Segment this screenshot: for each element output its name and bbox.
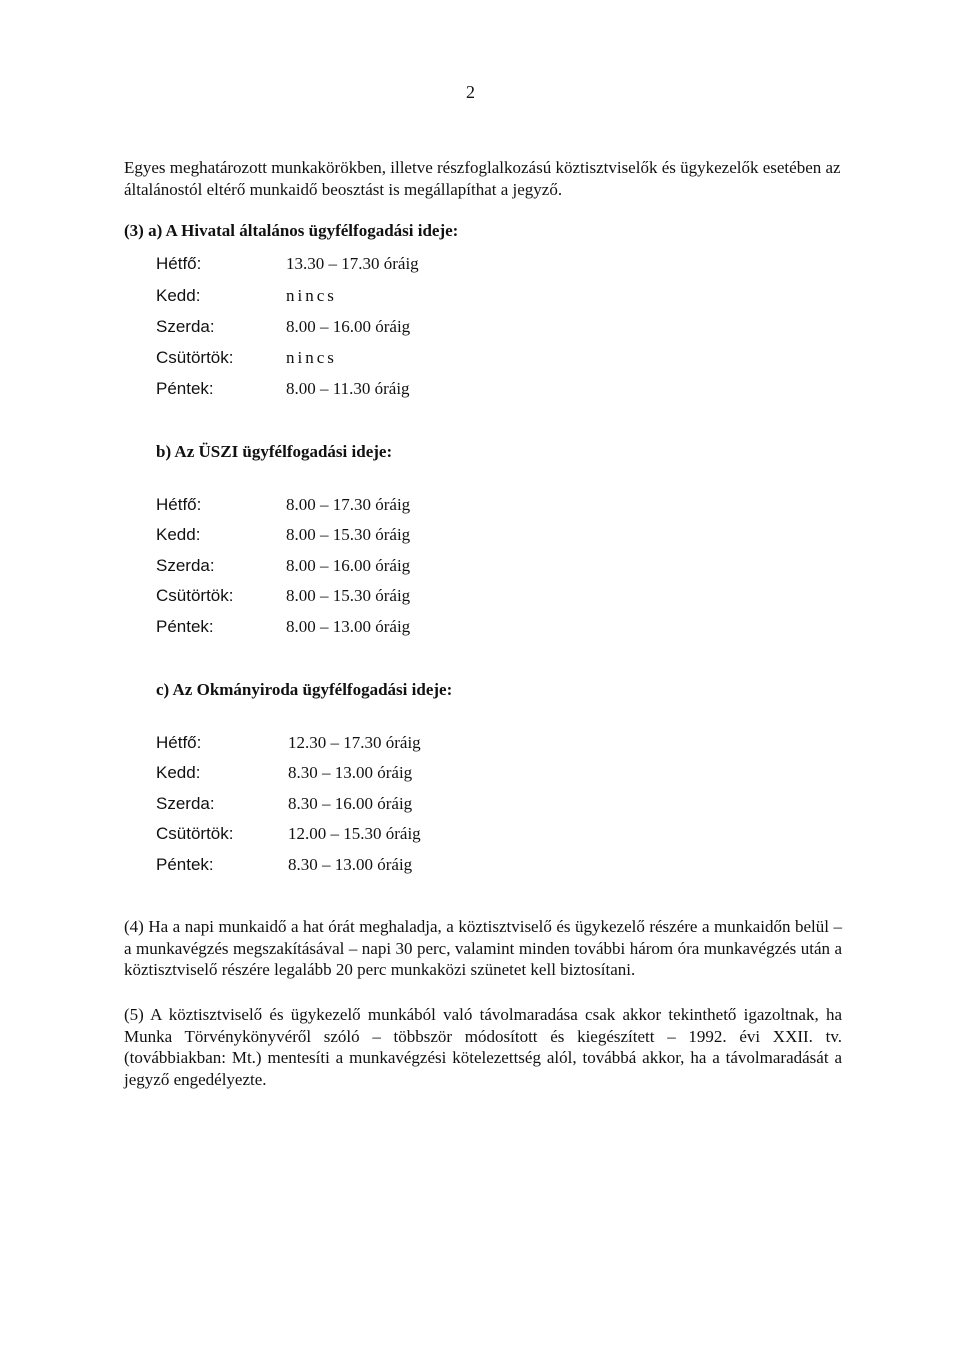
schedule-day: Hétfő: [156,495,202,514]
schedule-day: Kedd: [156,763,201,782]
schedule-time: 8.30 – 13.00 óráig [288,763,413,782]
schedule-time: 12.30 – 17.30 óráig [288,733,421,752]
schedule-day: Péntek: [156,379,214,398]
schedule-time: 13.30 – 17.30 óráig [286,254,419,273]
schedule-time: 8.00 – 11.30 óráig [286,379,410,398]
schedule-day: Csütörtök: [156,824,234,843]
schedule-day: Péntek: [156,855,214,874]
section-c-heading: c) Az Okmányiroda ügyfélfogadási ideje: [156,680,453,699]
section-b-heading: b) Az ÜSZI ügyfélfogadási ideje: [156,442,393,461]
section-a-heading: (3) a) A Hivatal általános ügyfélfogadási ideje: [124,221,459,240]
schedule-day: Szerda: [156,317,215,336]
schedule-time: 8.00 – 17.30 óráig [286,495,411,514]
schedule-time: 8.00 – 15.30 óráig [286,525,411,544]
schedule-day: Hétfő: [156,733,202,752]
schedule-day: Péntek: [156,617,214,636]
schedule-time: nincs [286,348,337,367]
page-number: 2 [466,82,475,102]
schedule-day: Csütörtök: [156,586,234,605]
schedule-time: 8.30 – 13.00 óráig [288,855,413,874]
schedule-day: Kedd: [156,525,201,544]
paragraph-4: (4) Ha a napi munkaidő a hat órát meghaladja, a köztisztviselő és ügykezelő részére a munkaidőn belül – a munkavégzés megszakításával – napi 30 perc, valamint minden további három óra munkavégzés után a köztisztviselő részére legalább 20 perc munkaközi szünetet kell biztosítani. [124,917,842,979]
schedule-day: Hétfő: [156,254,202,273]
schedule-time: 12.00 – 15.30 óráig [288,824,421,843]
schedule-time: 8.00 – 15.30 óráig [286,586,411,605]
schedule-time: 8.00 – 16.00 óráig [286,317,411,336]
intro-paragraph: Egyes meghatározott munkakörökben, illetve részfoglalkozású köztisztviselők és ügykezelők esetében az általánostól eltérő munkaidő beosztást is megállapíthat a jegyző. [124,158,841,199]
schedule-time: 8.00 – 13.00 óráig [286,617,411,636]
schedule-day: Szerda: [156,556,215,575]
schedule-day: Kedd: [156,286,201,305]
schedule-time: nincs [286,286,337,305]
schedule-day: Csütörtök: [156,348,234,367]
paragraph-5: (5) A köztisztviselő és ügykezelő munkából való távolmaradása csak akkor tekinthető igazoltnak, ha Munka Törvénykönyvéről szóló – többször módosított és kiegészített – 1992. évi XXII. tv. (továbbiakban: Mt.) mentesíti a munkavégzési kötelezettség alól, továbbá akkor, ha a távolmaradását a jegyző engedélyezte. [124,1005,842,1089]
schedule-time: 8.00 – 16.00 óráig [286,556,411,575]
schedule-time: 8.30 – 16.00 óráig [288,794,413,813]
schedule-day: Szerda: [156,794,215,813]
